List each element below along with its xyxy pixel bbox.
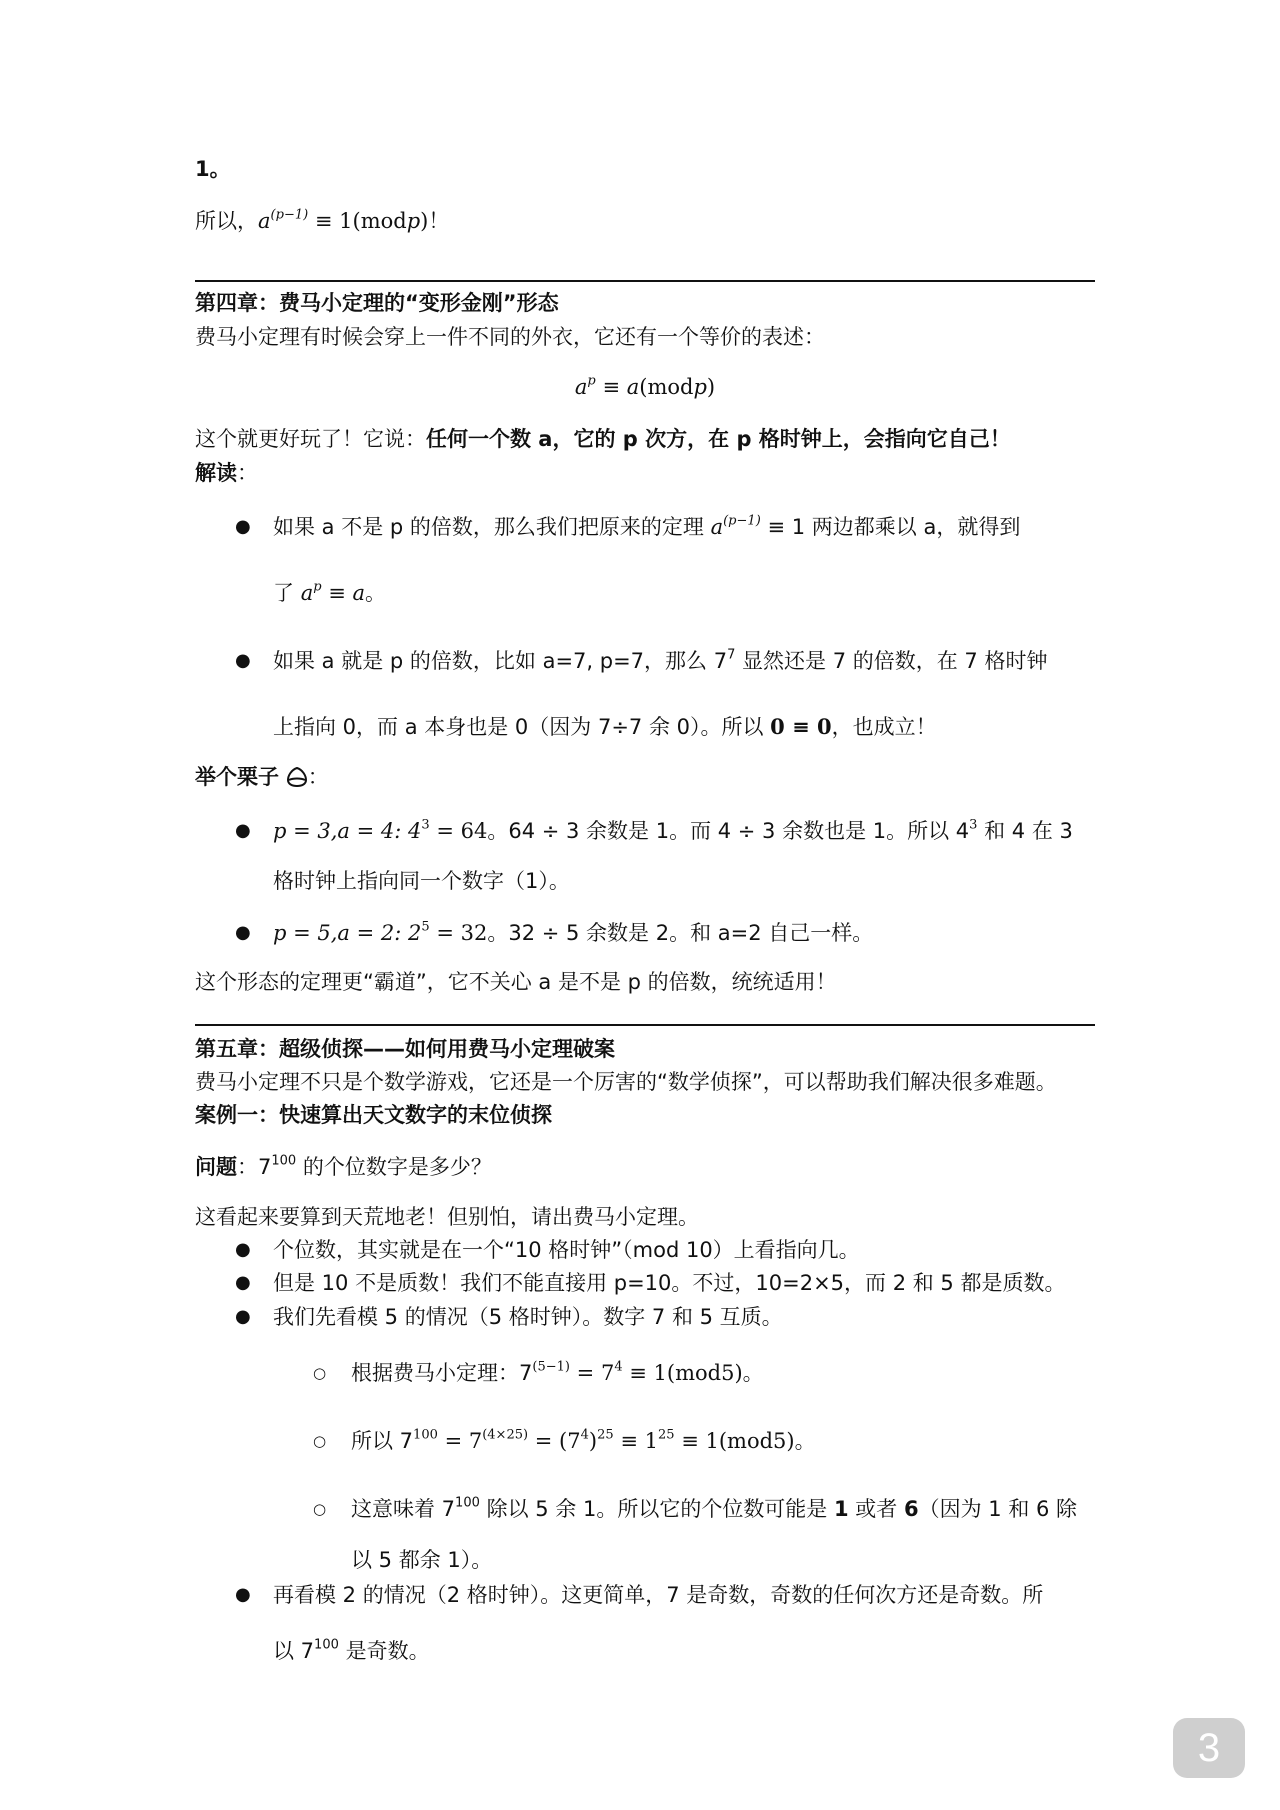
sub-item-cont: 以 5 都余 1）。: [351, 1548, 493, 1572]
math-a: a: [710, 515, 724, 539]
formula-a: a: [574, 375, 588, 399]
math-exp: 100: [314, 1637, 339, 1653]
example-title: 举个栗子: [195, 765, 279, 789]
digit-bold: 6: [903, 1497, 919, 1521]
jiedu-colon: ：: [237, 461, 258, 485]
math-exp: 25: [657, 1427, 675, 1443]
formula-a2: a: [626, 375, 640, 399]
list-item-text: ，也成立！: [831, 715, 937, 739]
formula-congruence: ≡: [595, 375, 627, 399]
math-p: p: [406, 209, 421, 233]
divider: [195, 280, 1095, 282]
fun-statement: [195, 424, 1011, 454]
jiedu-label: [195, 458, 258, 488]
list-item: [273, 918, 873, 948]
list-item-text: 如果 a 就是 p 的倍数，比如 a=7, p=7，那么 7: [273, 649, 728, 673]
formula-mod: (mod: [639, 375, 694, 399]
sub-item-math: = 7: [437, 1429, 483, 1453]
list-item: [273, 646, 1047, 676]
list-item-text: 。64 ÷ 3 余数是 1。而 4 ÷ 3 余数也是 1。所以 4: [487, 819, 970, 843]
conclusion-line: [195, 206, 449, 236]
list-item-text: 以 7: [273, 1639, 315, 1663]
sub-item-math: ≡ 1: [613, 1429, 658, 1453]
sub-bullet: ○: [313, 1364, 327, 1382]
math-exp: 100: [413, 1427, 438, 1443]
list-item-text: 和 4 在 3: [977, 819, 1073, 843]
list-item: 我们先看模 5 的情况（5 格时钟）。数字 7 和 5 互质。: [273, 1305, 783, 1329]
chapter4-summary: 这个形态的定理更“霸道”，它不关心 a 是不是 p 的倍数，统统适用！: [195, 970, 837, 994]
sub-item: [351, 1426, 816, 1456]
question-label: 问题: [195, 1155, 237, 1179]
sub-bullet: ○: [313, 1432, 327, 1450]
math-exp: (p−1): [723, 513, 761, 529]
case1-title-text: 案例一：快速算出天文数字的末位侦探: [195, 1103, 552, 1127]
list-item-cont: [273, 712, 937, 742]
list-item-cont: [273, 1636, 430, 1666]
math-exp: 4: [614, 1359, 623, 1375]
digit-bold: 1: [834, 1497, 849, 1521]
chapter5-intro: 费马小定理不只是个数学游戏，它还是一个厉害的“数学侦探”，可以帮助我们解决很多难题。: [195, 1070, 1057, 1094]
math-exp: 100: [271, 1153, 297, 1169]
question-text: ：7: [237, 1155, 272, 1179]
example-math: p = 3,a = 4: 4: [273, 819, 422, 843]
list-item: 但是 10 不是质数！我们不能直接用 p=10。不过，10=2×5，而 2 和 5 都是质数。: [273, 1271, 1066, 1295]
example-math: p = 5,a = 2: 2: [273, 921, 422, 945]
example-colon: ：: [307, 765, 329, 789]
list-item-cont: [273, 578, 386, 608]
formula-exp: p: [587, 373, 596, 389]
case1-title: [195, 1100, 552, 1130]
formula-p: p: [693, 375, 707, 399]
sub-item-text: 或者: [848, 1497, 904, 1521]
question-line: [195, 1152, 492, 1182]
sub-item-text: （因为 1 和 6 除: [918, 1497, 1078, 1521]
list-item-text: 上指向 0，而 a 本身也是 0（因为 7÷7 余 0）。所以: [273, 715, 771, 739]
chapter4-intro: 费马小定理有时候会穿上一件不同的外衣，它还有一个等价的表述：: [195, 325, 825, 349]
list-item-text: ≡ 1 两边都乘以 a，就得到: [760, 515, 1021, 539]
jiedu-bold: 解读: [195, 461, 237, 485]
example-math: = 32: [429, 921, 488, 945]
chapter4-title: [195, 288, 559, 318]
bullet-dot: ●: [235, 516, 251, 537]
sub-item-text: 这意味着 7: [351, 1497, 456, 1521]
list-item-cont: 格时钟上指向同一个数字（1）。: [273, 869, 570, 893]
chapter5-title-text: 第五章：超级侦探——如何用费马小定理破案: [195, 1037, 615, 1061]
bullet-dot: ●: [235, 1239, 251, 1260]
sub-item-text: 所以 7: [351, 1429, 414, 1453]
page-number-badge: 3: [1173, 1718, 1245, 1778]
conclusion-prefix: 所以，: [195, 209, 258, 233]
sub-item: [351, 1358, 764, 1388]
math-exp: 25: [597, 1427, 614, 1443]
math-exp: 3: [421, 817, 430, 833]
math-congruence: ≡ 1(mod: [308, 209, 407, 233]
list-item-text: 如果 a 不是 p 的倍数，那么我们把原来的定理: [273, 515, 711, 539]
sub-item-math: = (7: [528, 1429, 581, 1453]
math-exp: 4: [580, 1427, 589, 1443]
bullet-dot: ●: [235, 1306, 251, 1327]
list-item-text: 是奇数。: [338, 1639, 430, 1663]
question-text: 的个位数字是多少？: [296, 1155, 492, 1179]
math-a: a: [258, 209, 271, 233]
math-exp: (5−1): [532, 1359, 570, 1375]
sub-item-math: ≡ 1(mod5)。: [622, 1361, 764, 1385]
fun-bold: 任何一个数 a，它的 p 次方，在 p 格时钟上，会指向它自己！: [426, 427, 1011, 451]
chapter5-title: [195, 1034, 615, 1064]
math-bold: 0 ≡ 0: [770, 714, 832, 739]
sub-item-text: 除以 5 余 1。所以它的个位数可能是: [479, 1497, 834, 1521]
list-item-text: 。32 ÷ 5 余数是 2。和 a=2 自己一样。: [487, 921, 874, 945]
math-exp: 100: [455, 1495, 480, 1511]
math-congruence: ≡: [321, 581, 353, 605]
math-exp: 7: [727, 647, 736, 663]
bullet-dot: ●: [235, 922, 251, 943]
math-exp: 3: [969, 817, 978, 833]
math-end: )！: [420, 209, 450, 233]
list-item-text: 了: [273, 581, 301, 605]
example-label: [195, 762, 329, 792]
divider: [195, 1024, 1095, 1026]
sub-bullet: ○: [313, 1500, 327, 1518]
math-exp: (p−1): [270, 207, 309, 223]
continuation-text: [195, 154, 231, 184]
sub-item-math: ≡ 1(mod5)。: [674, 1429, 816, 1453]
sub-item-text: 根据费马小定理：7: [351, 1361, 533, 1385]
bullet-dot: ●: [235, 1272, 251, 1293]
list-item: 个位数，其实就是在一个“10 格时钟”（mod 10）上看指向几。: [273, 1238, 860, 1262]
sub-item: [351, 1494, 1077, 1524]
list-item-text: 显然还是 7 的倍数，在 7 格时钟: [735, 649, 1048, 673]
list-item: [273, 512, 1020, 542]
fun-prefix: 这个就更好玩了！它说：: [195, 427, 426, 451]
list-item: 再看模 2 的情况（2 格时钟）。这更简单，7 是奇数，奇数的任何次方还是奇数。所: [273, 1583, 1044, 1607]
math-exp: p: [313, 579, 322, 595]
example-math: = 64: [429, 819, 488, 843]
sub-item-math: = 7: [570, 1361, 615, 1385]
equivalent-formula: [195, 372, 1095, 402]
list-item: [273, 816, 1073, 846]
looks-line: 这看起来要算到天荒地老！但别怕，请出费马小定理。: [195, 1205, 699, 1229]
list-item-text: 。: [365, 581, 387, 605]
math-a: a: [352, 581, 366, 605]
continuation-number: 1。: [195, 157, 231, 181]
chestnut-icon: [286, 767, 308, 787]
math-exp: 5: [421, 919, 430, 935]
sub-item-math: ): [588, 1429, 598, 1453]
math-exp: (4×25): [482, 1427, 529, 1443]
math-a: a: [300, 581, 314, 605]
chapter4-title-text: 第四章：费马小定理的“变形金刚”形态: [195, 291, 559, 315]
formula-close: ): [706, 375, 716, 399]
bullet-dot: ●: [235, 650, 251, 671]
bullet-dot: ●: [235, 820, 251, 841]
bullet-dot: ●: [235, 1584, 251, 1605]
